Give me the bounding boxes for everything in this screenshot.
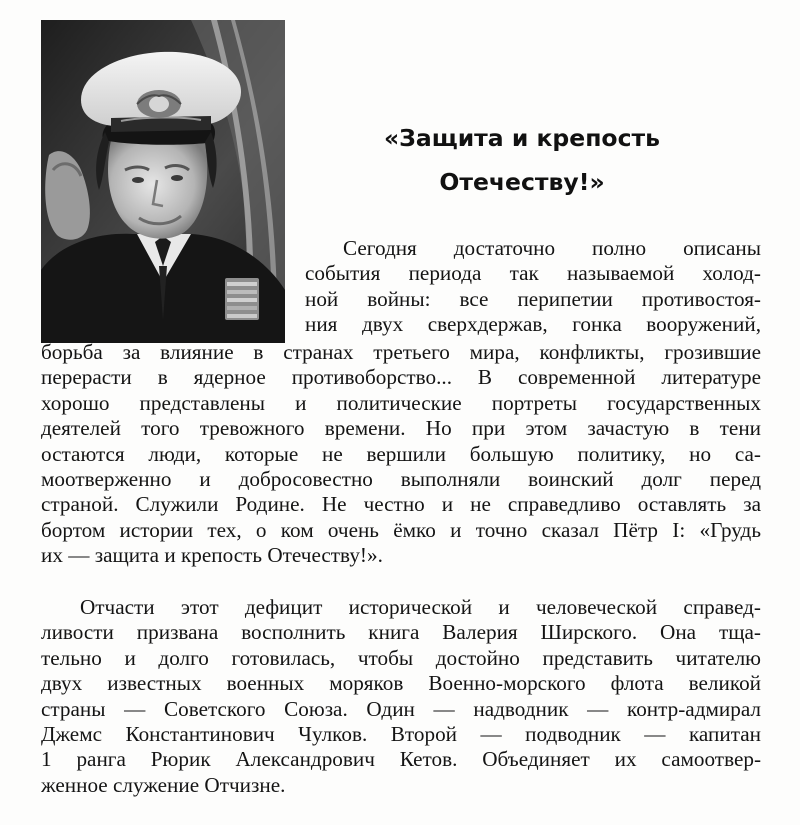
text-line: бортом истории тех, о ком очень ёмко и точно сказал Пётр I: «Грудь <box>41 517 761 542</box>
text-line: борьба за влияние в странах третьего мира, конфликты, грозившие <box>41 340 761 364</box>
paragraph-1-continued <box>41 340 761 569</box>
text-line: тельно и долго готовилась, чтобы достойно представить читателю <box>41 645 761 670</box>
text-line: двух известных военных моряков Военно-морского флота великой <box>41 671 761 696</box>
article-title-line-1: «Защита и крепость <box>384 124 660 152</box>
text-line: события периода так называемой холод- <box>305 261 761 286</box>
text-line: ния двух сверхдержав, гонка вооружений, <box>305 312 761 337</box>
text-line: Сегодня достаточно полно описаны <box>343 236 761 260</box>
text-line: 1 ранга Рюрик Александрович Кетов. Объединяет их самоотвер- <box>41 747 761 772</box>
paragraph-2 <box>41 595 761 798</box>
text-line: хорошо представлены и политические портреты государственных <box>41 390 761 415</box>
text-line: ливости призвана восполнить книга Валерия Ширского. Она тща- <box>41 620 761 645</box>
portrait-photo <box>41 20 285 343</box>
text-line: ной войны: все перипетии противостоя- <box>305 286 761 311</box>
text-line: остаются люди, которые не вершили большую политику, но са- <box>41 441 761 466</box>
text-line: страны — Советского Союза. Один — надводник — контр-адмирал <box>41 696 761 721</box>
text-line: Отчасти этот дефицит исторической и человеческой справед- <box>80 595 761 619</box>
article-title-line-2: Отечеству!» <box>439 168 605 196</box>
text-line: Джемс Константинович Чулков. Второй — подводник — капитан <box>41 721 761 746</box>
text-line: страной. Служили Родине. Не честно и не справедливо оставлять за <box>41 492 761 517</box>
paragraph-1-wrapped <box>305 236 761 338</box>
text-line: перерасти в ядерное противоборство... В современной литературе <box>41 365 761 390</box>
text-line: их — защита и крепость Отечеству!». <box>41 543 383 568</box>
article-title <box>322 116 722 204</box>
text-line: деятелей того тревожного времени. Но при этом зачастую в тени <box>41 416 761 441</box>
text-line: женное служение Отчизне. <box>41 772 286 797</box>
text-line: моотверженно и добросовестно выполняли воинский долг перед <box>41 466 761 491</box>
